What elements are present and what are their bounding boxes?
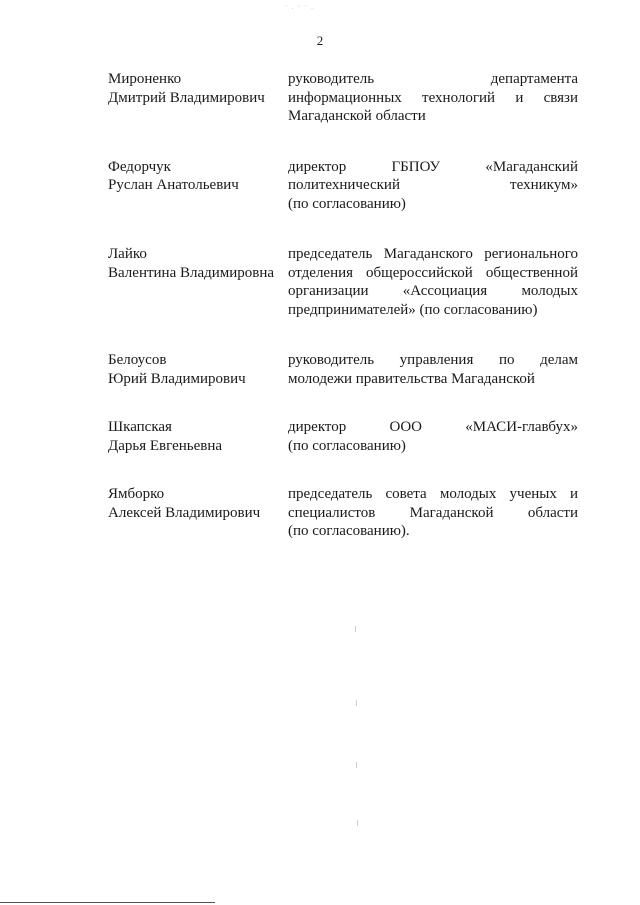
member-role [288, 418, 578, 455]
member-role [288, 351, 578, 388]
member-role [288, 158, 578, 214]
role-line: молодежи правительства Магаданской [288, 370, 535, 387]
member-given-name: Алексей Владимирович [108, 504, 261, 521]
scan-artifact [356, 762, 357, 768]
role-line: политехнический техникум» [288, 177, 578, 193]
member-name [108, 351, 288, 388]
member-name [108, 245, 288, 319]
member-name [108, 158, 288, 214]
role-line: (по согласованию) [288, 437, 406, 454]
member-surname: Лайко [108, 246, 147, 262]
role-line: (по согласованию). [288, 523, 410, 539]
member-surname: Федорчук [108, 158, 171, 175]
scan-artifact: · . · · . [285, 2, 314, 11]
role-line: организации «Ассоциация молодых [288, 283, 578, 299]
member-entry [108, 70, 578, 126]
member-entry [108, 418, 578, 455]
member-name [108, 485, 288, 541]
role-line: (по согласованию) [288, 195, 406, 212]
role-line: директор ГБПОУ «Магаданский [288, 158, 578, 175]
role-line: председатель совета молодых ученых и [288, 486, 578, 502]
role-line: специалистов Магаданской области [288, 504, 578, 521]
member-given-name: Дарья Евгеньевна [108, 437, 223, 454]
member-entry [108, 245, 578, 319]
role-line: руководитель управления по делам [288, 352, 578, 368]
scan-artifact [357, 820, 358, 826]
member-surname: Ямборко [108, 486, 165, 502]
member-surname: Мироненко [108, 71, 182, 87]
role-line: информационных технологий и связи [288, 89, 578, 106]
scan-artifact [355, 626, 356, 632]
member-given-name: Валентина Владимировна [108, 264, 275, 281]
role-line: Магаданской области [288, 108, 426, 124]
member-entry [108, 351, 578, 388]
member-entry [108, 485, 578, 541]
member-surname: Белоусов [108, 352, 167, 368]
member-given-name: Дмитрий Владимирович [108, 89, 265, 106]
member-role [288, 485, 578, 541]
role-line: руководитель департамента [288, 71, 578, 87]
member-name [108, 418, 288, 455]
bottom-edge-line [0, 902, 215, 903]
role-line: председатель Магаданского регионального [288, 246, 578, 262]
page-number: 2 [316, 33, 324, 48]
member-name [108, 70, 288, 126]
member-surname: Шкапская [108, 419, 172, 435]
member-role [288, 245, 578, 319]
scan-artifact [356, 700, 357, 706]
role-line: предпринимателей» (по согласованию) [288, 301, 538, 318]
role-line: директор ООО «МАСИ-главбух» [288, 419, 578, 435]
role-line: отделения общероссийской общественной [288, 264, 578, 281]
member-entry [108, 158, 578, 214]
member-role [288, 70, 578, 126]
member-list [108, 70, 578, 573]
member-given-name: Руслан Анатольевич [108, 177, 239, 193]
member-given-name: Юрий Владимирович [108, 370, 246, 387]
